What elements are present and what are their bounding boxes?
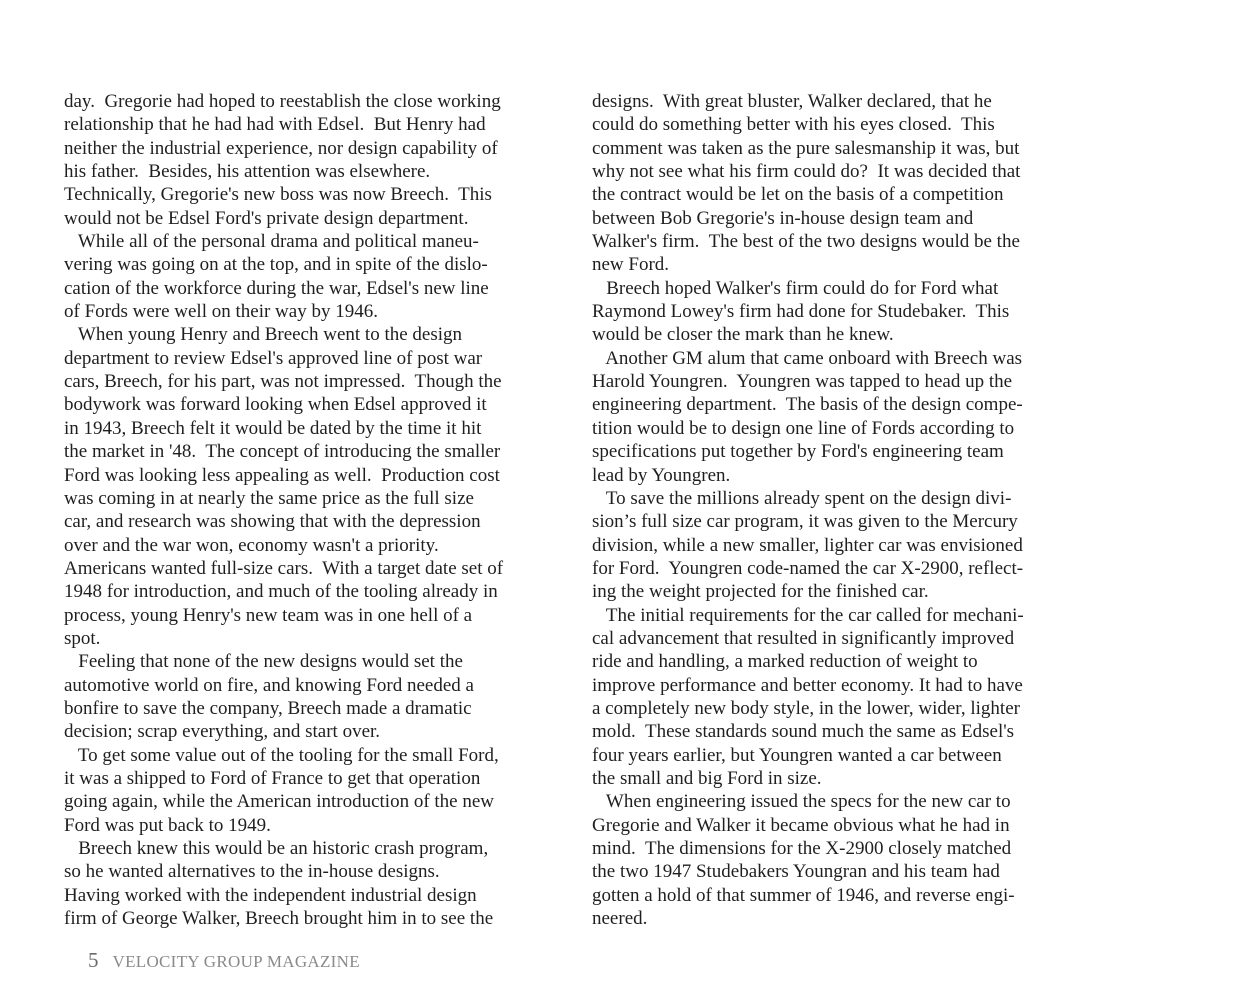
text-line: relationship that he had had with Edsel. But Henry had [64,114,486,136]
text-line: cation of the workforce during the war, Edsel's new line [64,277,489,299]
text-line: would not be Edsel Ford's private design department. [64,207,469,229]
text-line: bonfire to save the company, Breech made a dramatic [64,697,472,719]
text-line: vering was going on at the top, and in spite of the dislo- [64,254,488,276]
text-line: of Fords were well on their way by 1946. [64,301,378,323]
text-line: firm of George Walker, Breech brought him in to see the [64,908,494,930]
text-line: To save the millions already spent on the design divi- [592,487,1012,509]
text-line: in 1943, Breech felt it would be dated by the time it hit [64,417,482,439]
text-line: cars, Breech, for his part, was not impressed. Though the [64,371,502,393]
magazine-name: VELOCITY GROUP MAGAZINE [112,952,360,971]
text-line: bodywork was forward looking when Edsel approved it [64,394,487,416]
text-line: mind. The dimensions for the X-2900 closely matched [592,838,1012,859]
text-line: Americans wanted full-size cars. With a target date set of [64,557,504,579]
text-line: automotive world on fire, and knowing Ford needed a [64,674,474,696]
text-line: Breech knew this would be an historic crash program, [64,838,489,859]
text-line: department to review Edsel's approved line of post war [64,347,483,369]
right-text-column [592,90,1092,930]
text-line: Feeling that none of the new designs would set the [64,651,463,673]
text-line: division, while a new smaller, lighter car was envisioned [592,534,1023,556]
text-line: would be closer the mark than he knew. [592,324,894,346]
text-line: ride and handling, a marked reduction of weight to [592,651,978,673]
text-line: While all of the personal drama and political maneu- [64,231,479,253]
page-number: 5 [88,948,99,972]
text-line: gotten a hold of that summer of 1946, and reverse engi- [592,884,1015,906]
text-line: a completely new body style, in the lower, wider, lighter [592,697,1020,719]
text-line: cal advancement that resulted in significantly improved [592,627,1015,649]
text-line: was coming in at nearly the same price as the full size [64,487,474,509]
text-line: Another GM alum that came onboard with Breech was [592,347,1023,369]
text-line: Gregorie and Walker it became obvious what he had in [592,814,1010,836]
text-line: improve performance and better economy. It had to have [592,674,1023,696]
text-line: Having worked with the independent industrial design [64,884,477,906]
text-line: When young Henry and Breech went to the design [64,324,463,346]
text-line: specifications put together by Ford's engineering team [592,441,1004,463]
text-line: between Bob Gregorie's in-house design team and [592,207,974,229]
text-line: Walker's firm. The best of the two designs would be the [592,231,1020,253]
text-line: new Ford. [592,254,670,276]
text-line: the small and big Ford in size. [592,767,822,789]
text-line: Ford was looking less appealing as well. Production cost [64,464,500,486]
text-line: so he wanted alternatives to the in-house designs. [64,861,440,883]
text-line: the market in '48. The concept of introducing the smaller [64,441,501,463]
text-line: The initial requirements for the car called for mechani- [592,604,1024,626]
text-line: car, and research was showing that with the depression [64,511,481,533]
text-line: Raymond Lowey's firm had done for Studebaker. This [592,301,1010,323]
text-line: Breech hoped Walker's firm could do for Ford what [592,277,999,299]
text-line: over and the war won, economy wasn't a priority. [64,534,439,556]
text-line: comment was taken as the pure salesmanship it was, but [592,137,1020,159]
text-line: spot. [64,627,101,649]
text-line: his father. Besides, his attention was elsewhere. [64,161,431,183]
text-line: When engineering issued the specs for the new car to [592,791,1011,813]
text-line: going again, while the American introduction of the new [64,791,495,813]
text-line: 1948 for introduction, and much of the tooling already in [64,581,498,603]
text-line: could do something better with his eyes closed. This [592,114,995,136]
text-line: tition would be to design one line of Fords according to [592,417,1015,439]
text-line: day. Gregorie had hoped to reestablish the close working [64,91,501,112]
text-line: To get some value out of the tooling for the small Ford, [64,744,499,766]
text-line: Ford was put back to 1949. [64,814,271,836]
page-footer [88,948,360,973]
text-line: the two 1947 Studebakers Youngran and his team had [592,861,1000,883]
text-line: why not see what his firm could do? It was decided that [592,161,1021,183]
text-line: mold. These standards sound much the same as Edsel's [592,721,1015,743]
text-line: designs. With great bluster, Walker declared, that he [592,91,992,112]
text-line: lead by Youngren. [592,464,731,486]
text-line: Harold Youngren. Youngren was tapped to head up the [592,371,1013,393]
text-line: process, young Henry's new team was in one hell of a [64,604,473,626]
text-line: four years earlier, but Youngren wanted a car between [592,744,1002,766]
text-line: it was a shipped to Ford of France to get that operation [64,767,481,789]
text-line: engineering department. The basis of the design compe- [592,394,1023,416]
text-line: neered. [592,908,648,930]
text-line: sion’s full size car program, it was given to the Mercury [592,511,1018,533]
text-line: neither the industrial experience, nor design capability of [64,137,498,159]
text-line: Technically, Gregorie's new boss was now Breech. This [64,184,492,206]
left-text-column [64,90,564,930]
text-line: the contract would be let on the basis of a competition [592,184,1004,206]
text-line: ing the weight projected for the finished car. [592,581,929,603]
text-line: decision; scrap everything, and start over. [64,721,381,743]
text-line: for Ford. Youngren code-named the car X-2900, reflect- [592,557,1024,579]
